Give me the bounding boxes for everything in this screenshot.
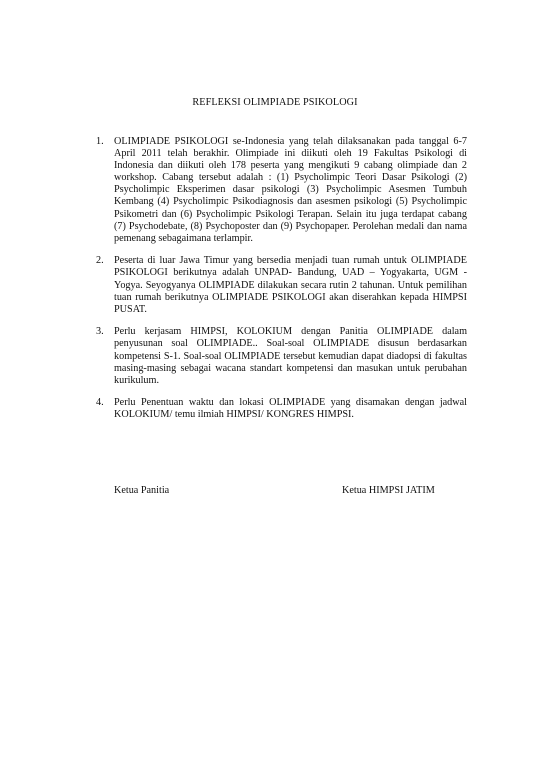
list-item-text: Peserta di luar Jawa Timur yang bersedia menjadi tuan rumah untuk OLIMPIADE PSIKOLOGI berikutnya adalah UNPAD- Bandung, UAD – Yogyakarta, UGM -Yogya. Seyogyanya OLIMPIADE dilakukan secara rutin 2 tahunan. Untuk pemilihan tuan rumah berikutnya OLIMPIADE PSIKOLOGI akan diserahkan kepada HIMPSI PUSAT. [114, 255, 467, 315]
list-item-number: 2. [96, 255, 104, 267]
list-item [92, 255, 467, 315]
list-item-text: Perlu Penentuan waktu dan lokasi OLIMPIADE yang disamakan dengan jadwal KOLOKIUM/ temu ilmiah HIMPSI/ KONGRES HIMPSI. [114, 397, 467, 421]
list-item-text: OLIMPIADE PSIKOLOGI se-Indonesia yang telah dilaksanakan pada tanggal 6-7 April 2011 telah berakhir. Olimpiade ini diikuti oleh 19 Fakultas Psikologi di Indonesia dan diikuti oleh 178 peserta yang mengikuti 9 cabang olimpiade dan 2 workshop. Cabang tersebut adalah : (1) Psycholimpic Teori Dasar Psikologi (2) Psycholimpic Eksperimen dasar psikologi (3) Psycholimpic Asesmen Tumbuh Kembang (4) Psycholimpic Psikodiagnosis dan asesmen psikologi (5) Psycholimpic Psikometri dan (6) Psycholimpic Psikologi Terapan. Selain itu juga terdapat cabang (7) Psychodebate, (8) Psychoposter dan (9) Psychopaper. Perolehan medali dan nama pemenang sebagaimana terlampir. [114, 136, 467, 244]
list-item [92, 326, 467, 386]
list-item-number: 3. [96, 326, 104, 338]
document-title: REFLEKSI OLIMPIADE PSIKOLOGI [192, 97, 358, 108]
list-item-number: 1. [96, 136, 104, 147]
reflection-list [92, 136, 467, 432]
list-item-text: Perlu kerjasam HIMPSI, KOLOKIUM dengan Panitia OLIMPIADE dalam penyusunan soal OLIMPIADE.. Soal-soal OLIMPIADE disusun berdasarkan kompetensi S-1. Soal-soal OLIMPIADE tersebut kemudian dapat diadopsi di fakultas masing-masing sebagai wacana standart kompetensi dan masukan untuk perubahan kurikulum. [114, 326, 467, 386]
signature-ketua-panitia: Ketua Panitia [114, 485, 170, 496]
list-item-number: 4. [96, 397, 104, 409]
list-item [92, 397, 467, 421]
list-item [92, 136, 467, 245]
signature-ketua-himpsi-jatim: Ketua HIMPSI JATIM [342, 485, 435, 496]
